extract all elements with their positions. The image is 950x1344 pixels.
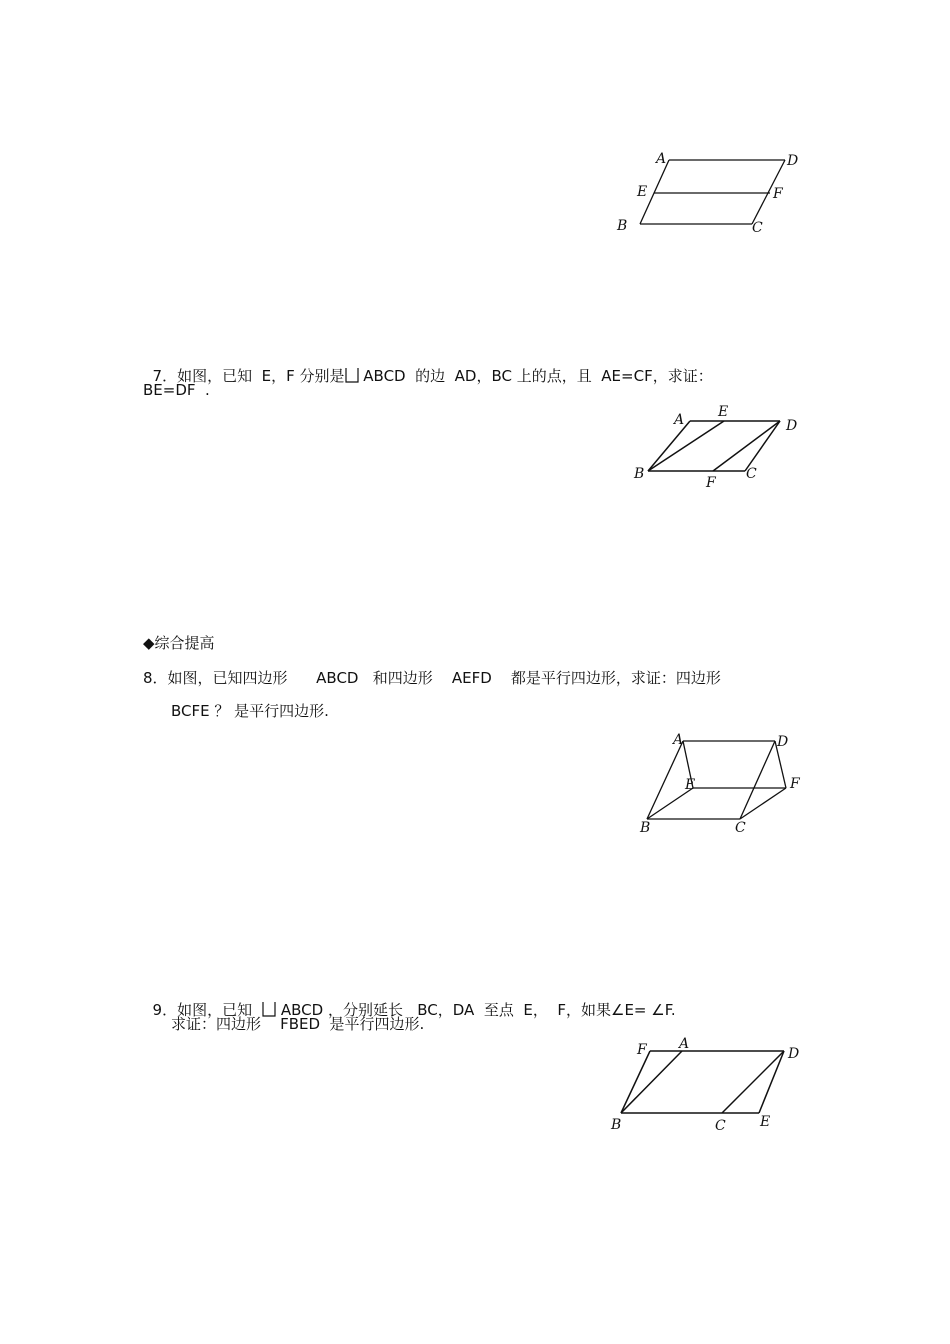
fig3-label-d: D [777,734,789,750]
problem-7-line-1 [143,346,713,386]
problem-8-line-2: BCFE ？ 是平行四边形. [171,702,329,720]
fig3-label-f: F [790,776,800,792]
figure-parallelogram-abcd-ef [612,145,807,240]
problem-8-line-1: 8．如图，已知四边形 ABCD 和四边形 AEFD 都是平行四边形，求证：四边形 [143,669,721,687]
fig2-label-a: A [674,412,685,428]
fig2-label-b: B [634,466,645,482]
problem-9-line-2: 求证：四边形 FBED 是平行四边形. [171,1015,425,1033]
fig2-label-c: C [746,466,757,482]
fig3-label-b: B [640,820,651,836]
fig2-label-f: F [706,475,716,491]
fig4-label-e: E [760,1114,771,1130]
fig4-label-d: D [788,1046,800,1062]
fig4-label-c: C [715,1118,726,1134]
fig3-label-c: C [735,820,746,836]
fig1-label-b: B [617,218,628,234]
problem-7-text-a: 7．如图，已知 E，F 分别是 [152,367,345,385]
figure-parallelograms-abcd-aefd [630,728,810,838]
problem-9-text-b: ABCD ，分别延长 BC，DA 至点 E， F，如果∠E= ∠F. [276,1001,676,1019]
fig3-label-a: A [673,732,684,748]
figure-parallelogram-be-df [630,400,810,492]
fig1-label-e: E [637,184,648,200]
fig4-label-a: A [679,1036,690,1052]
fig3-label-e: E [685,777,696,793]
problem-9-text-a: 9．如图，已知 [152,1001,253,1019]
section-heading: ◆综合提高 [143,634,215,652]
problem-7-text-b: ABCD 的边 AD，BC 上的点，且 AE=CF，求证： [358,367,713,385]
fig1-label-f: F [773,186,783,202]
fig2-label-e: E [718,404,729,420]
fig2-label-d: D [786,418,798,434]
fig4-label-f: F [637,1042,647,1058]
figure-parallelogram-fbed [605,1030,815,1135]
parallelogram-symbol-icon [345,368,359,383]
problem-7-line-2: BE=DF . [143,381,210,399]
fig4-label-b: B [611,1117,622,1133]
fig1-label-c: C [752,220,763,236]
fig1-label-a: A [656,151,667,167]
fig1-label-d: D [787,153,799,169]
